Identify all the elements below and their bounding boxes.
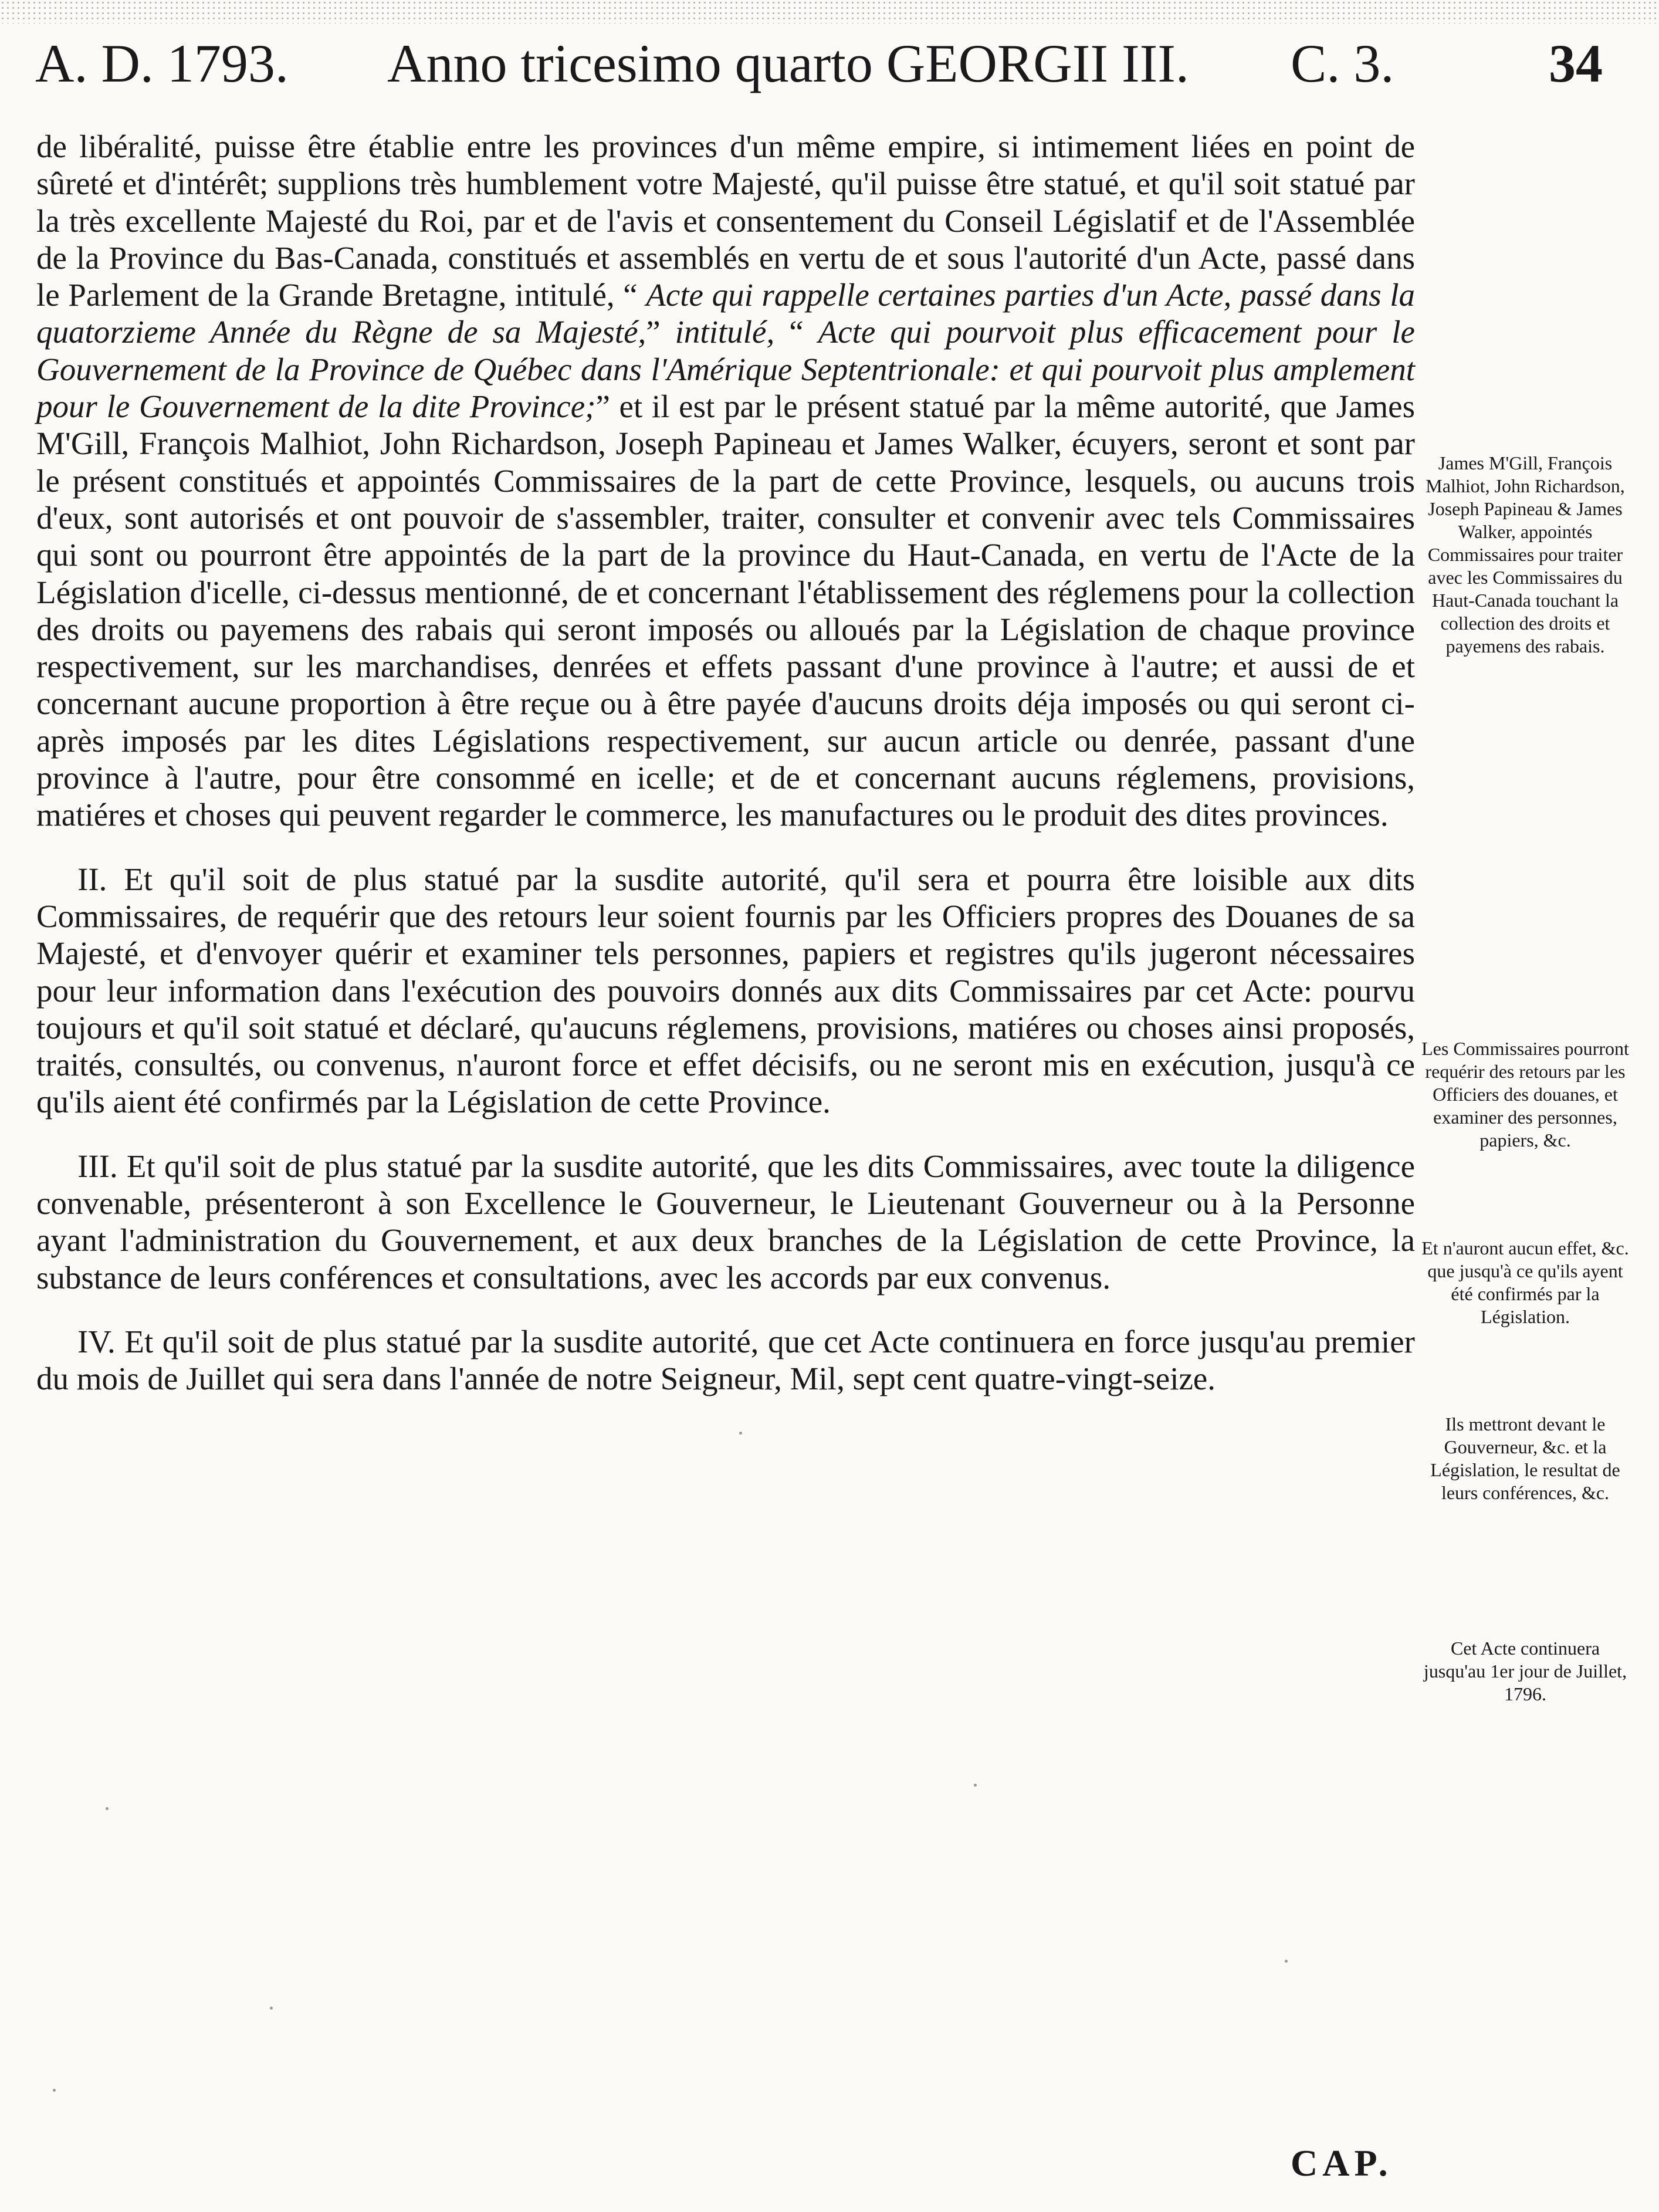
- margin-note: Cet Acte continuera jusqu'au 1er jour de Juillet, 1796.: [1423, 1638, 1627, 1704]
- header-chapter: C. 3.: [1291, 33, 1394, 93]
- section-4-paragraph: IV. Et qu'il soit de plus statué par la susdite autorité, que cet Acte continuera en force jusqu'au premier du mois de Juillet qui sera dans l'année de notre Seigneur, Mil, sept cent quatre-vingt-seize.: [36, 1323, 1415, 1397]
- preamble-text: de libéralité, puisse être établie entre les provinces d'un même empire, si intimement liées en point de sûreté et d'intérêt; supplions très humblement votre Majesté, qu'il puisse être statué, et qu'il soit statué par la très excellente Majesté du Roi, par et de l'avis et consentement du Conseil Législatif et de l'Assemblée de la Province du Bas-Canada, constitués et assemblés en vertu de et sous l'autorité d'un Acte, passé dans le Parlement de la Grande Bretagne, intitulé,: [36, 128, 1415, 313]
- paper-speck: [53, 2089, 56, 2092]
- paper-speck: [106, 1807, 109, 1810]
- page-number: 34: [1549, 33, 1603, 93]
- preamble-between: intitulé,: [675, 314, 790, 350]
- header-year: A. D. 1793.: [35, 33, 289, 93]
- catchword: CAP.: [1291, 2142, 1393, 2184]
- margin-note: Ils mettront devant le Gouverneur, &c. et la Législation, le resultat de leurs conférences, &c.: [1430, 1413, 1620, 1503]
- paper-speck: [1285, 1960, 1288, 1963]
- paper-speck: [974, 1784, 977, 1787]
- header-title: Anno tricesimo quarto GEORGII III.: [387, 33, 1189, 93]
- section-3-paragraph: III. Et qu'il soit de plus statué par la susdite autorité, que les dits Commissaires, avec toute la diligence convenable, présenteront à son Excellence le Gouverneur, le Lieutenant Gouverneur ou à la Personne ayant l'administration du Gouvernement, et aux deux branches de la Législation de cette Province, la substance de leurs conférences et consultations, avec les accords par eux convenus.: [36, 1148, 1415, 1296]
- page-edge-texture: [0, 0, 1659, 23]
- margin-note: Et n'auront aucun effet, &c. que jusqu'à ce qu'ils ayent été confirmés par la Législation.: [1421, 1237, 1629, 1327]
- margin-note: Les Commissaires pourront requérir des retours par les Officiers des douanes, et examiner des personnes, papiers, &c.: [1421, 1038, 1629, 1151]
- main-text-column: [36, 128, 1415, 1398]
- margin-note: James M'Gill, François Malhiot, John Richardson, Joseph Papineau & James Walker, appointés Commissaires pour traiter avec les Commissaires du Haut-Canada touchant la collection des droits et payemens des rabais.: [1426, 452, 1625, 657]
- running-header: [35, 22, 1619, 104]
- section-1-text: et il est par le présent statué par la même autorité, que James M'Gill, François Malhiot, John Richardson, Joseph Papineau et James Walker, écuyers, seront et sont par le présent constitués et appointés Commissaires de la part de cette Province, lesquels, ou aucuns trois d'eux, sont autorisés et ont pouvoir de s'assembler, traiter, consulter et convenir avec tels Commissaires qui sont ou pourront être appointés de la part de la province du Haut-Canada, en vertu de l'Acte de la Législation d'icelle, ci-dessus mentionné, de et concernant l'établissement des réglemens pour la collection des droits ou payemens des rabais qui seront imposés ou alloués par la Législation de chaque province respectivement, sur les marchandises, denrées et effets passant d'une province à l'autre; et aussi de et concernant aucune proportion à être reçue ou à être payée d'aucuns droits déja imposés ou qui seront ci-après imposés par les dites Législations respectivement, sur aucun article ou denrée, passant d'une province à l'autre, pour être consommé en icelle; et de et concernant aucuns réglemens, provisions, matiéres et choses qui peuvent regarder le commerce, les manufactures ou le produit des dites provinces.: [36, 388, 1415, 833]
- section-2-paragraph: II. Et qu'il soit de plus statué par la susdite autorité, qu'il sera et pourra être loisible aux dits Commissaires, de requérir que des retours leur soient fournis par les Officiers propres des Douanes de sa Majesté, et d'envoyer quérir et examiner tels personnes, papiers et registres qu'ils jugeront nécessaires pour leur information dans l'exécution des pouvoirs donnés aux dits Commissaires par cet Acte: pourvu toujours et qu'il soit statué et déclaré, qu'aucuns réglemens, provisions, matiéres ou choses ainsi proposés, traités, consultés, ou convenus, n'auront force et effet décisifs, ou ne seront mis en exécution, jusqu'à ce qu'ils aient été confirmés par la Législation de cette Province.: [36, 861, 1415, 1120]
- paper-speck: [270, 2007, 273, 2010]
- preamble-quote-2: Acte qui pourvoit plus efficacement pour le Gouvernement de la Province de Québec dans l'Amérique Septentrionale: et qui pourvoit plus amplement pour le Gouvernement de la dite Province;: [36, 314, 1415, 425]
- paper-speck: [739, 1432, 742, 1435]
- preamble-paragraph: de libéralité, puisse être établie entre les provinces d'un même empire, si intimement liées en point de sûreté et d'intérêt; supplions très humblement votre Majesté, qu'il puisse être statué, et qu'il soit statué par la très excellente Majesté du Roi, par et de l'avis et consentement du Conseil Législatif et de l'Assemblée de la Province du Bas-Canada, constitués et assemblés en vertu de et sous l'autorité d'un Acte, passé dans le Parlement de la Grande Bretagne, intitulé, “ Acte qui rappelle certaines parties d'un Acte, passé dans la quatorzieme Année du Règne de sa Majesté,” intitulé, “ Acte qui pourvoit plus efficacement pour le Gouvernement de la Province de Québec dans l'Amérique Septentrionale: et qui pourvoit plus amplement pour le Gouvernement de la dite Province;” et il est par le présent statué par la même autorité, que James M'Gill, François Malhiot, John Richardson, Joseph Papineau et James Walker, écuyers, seront et sont par le présent constitués et appointés Commissaires de la part de cette Province, lesquels, ou aucuns trois d'eux, sont autorisés et ont pouvoir de s'assembler, traiter, consulter et convenir avec tels Commissaires qui sont ou pourront être appointés de la part de la province du Haut-Canada, en vertu de l'Acte de la Législation d'icelle, ci-dessus mentionné, de et concernant l'établissement des réglemens pour la collection des droits ou payemens des rabais qui seront imposés ou alloués par la Législation de chaque province respectivement, sur les marchandises, denrées et effets passant d'une province à l'autre; et aussi de et concernant aucune proportion à être reçue ou à être payée d'aucuns droits déja imposés ou qui seront ci-après imposés par les dites Législations respectivement, sur aucun article ou denrée, passant d'une province à l'autre, pour être consommé en icelle; et de et concernant aucuns réglemens, provisions, matiéres et choses qui peuvent regarder le commerce, les manufactures ou le produit des dites provinces.: [36, 128, 1416, 833]
- preamble-quote-1: Acte qui rappelle certaines parties d'un Acte, passé dans la quatorzieme Année du Règne de sa Majesté,: [36, 277, 1416, 350]
